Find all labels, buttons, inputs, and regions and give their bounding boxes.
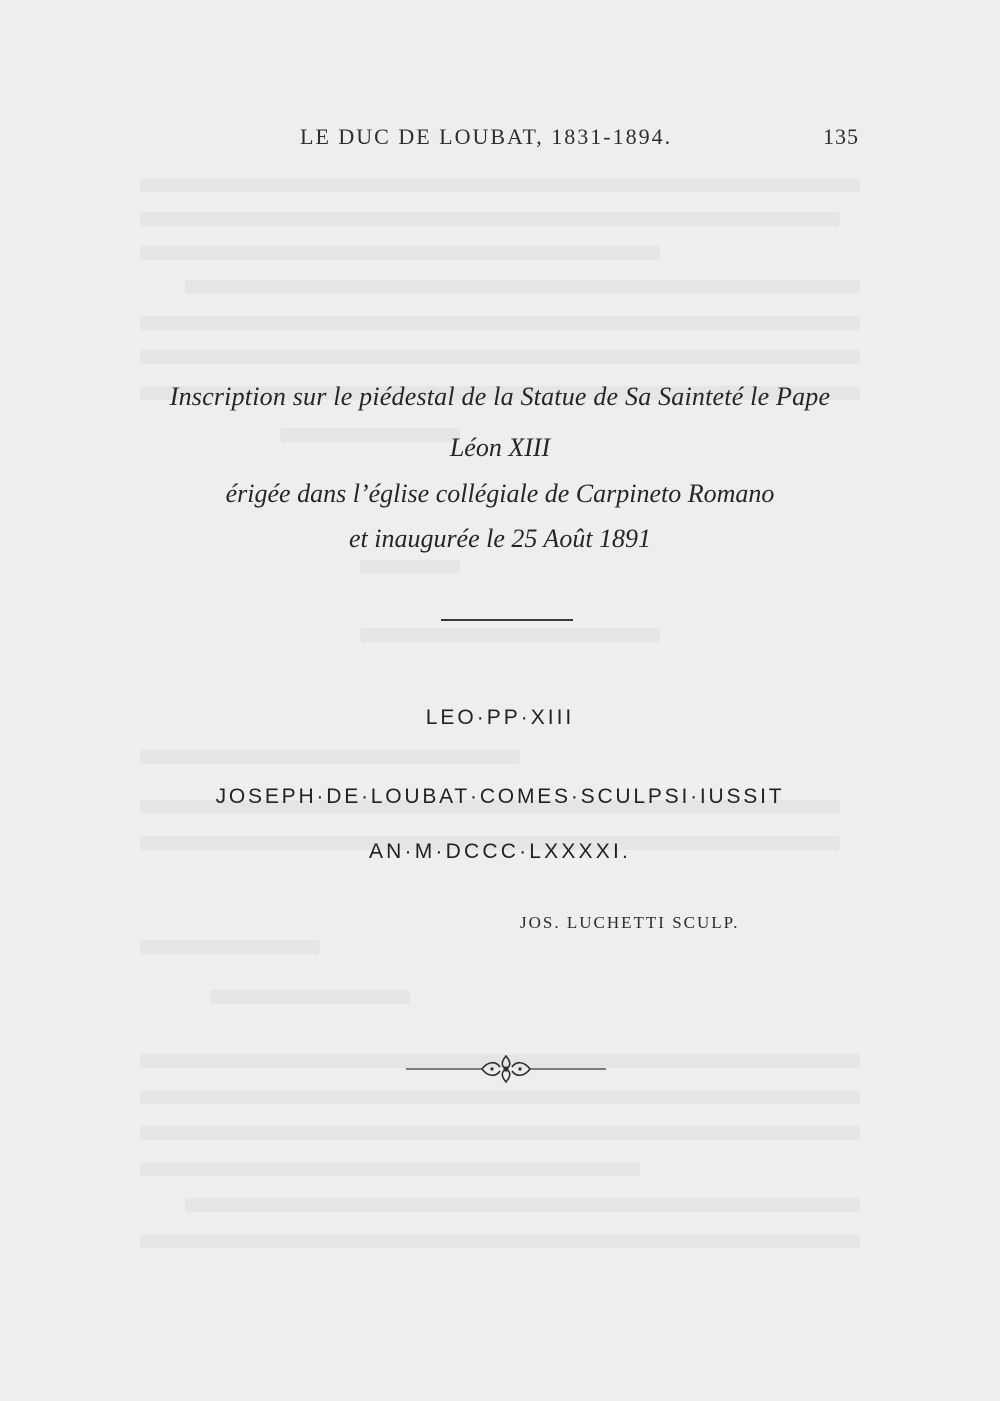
section-divider-rule [441, 619, 573, 621]
intro-line-1: Inscription sur le piédestal de la Statue de Sa Sainteté le Pape [169, 382, 831, 411]
inscription-line-3: AN·M·DCCC·LXXXXI. [368, 840, 632, 863]
fleuron-icon [406, 1052, 606, 1086]
inscription-line-2: JOSEPH·DE·LOUBAT·COMES·SCULPSI·IUSSIT [215, 785, 785, 808]
intro-line-2: Léon XIII [449, 433, 551, 462]
running-title: LE DUC DE LOUBAT, 1831-1894. [300, 124, 673, 149]
sculptor-signature: JOS. LUCHETTI SCULP. [520, 913, 740, 932]
inscription-line-1: LEO·PP·XIII [425, 706, 575, 729]
page-number: 135 [823, 124, 859, 149]
intro-line-3: érigée dans l’église collégiale de Carpineto Romano [225, 479, 775, 508]
intro-line-4: et inaugurée le 25 Août 1891 [348, 524, 652, 553]
